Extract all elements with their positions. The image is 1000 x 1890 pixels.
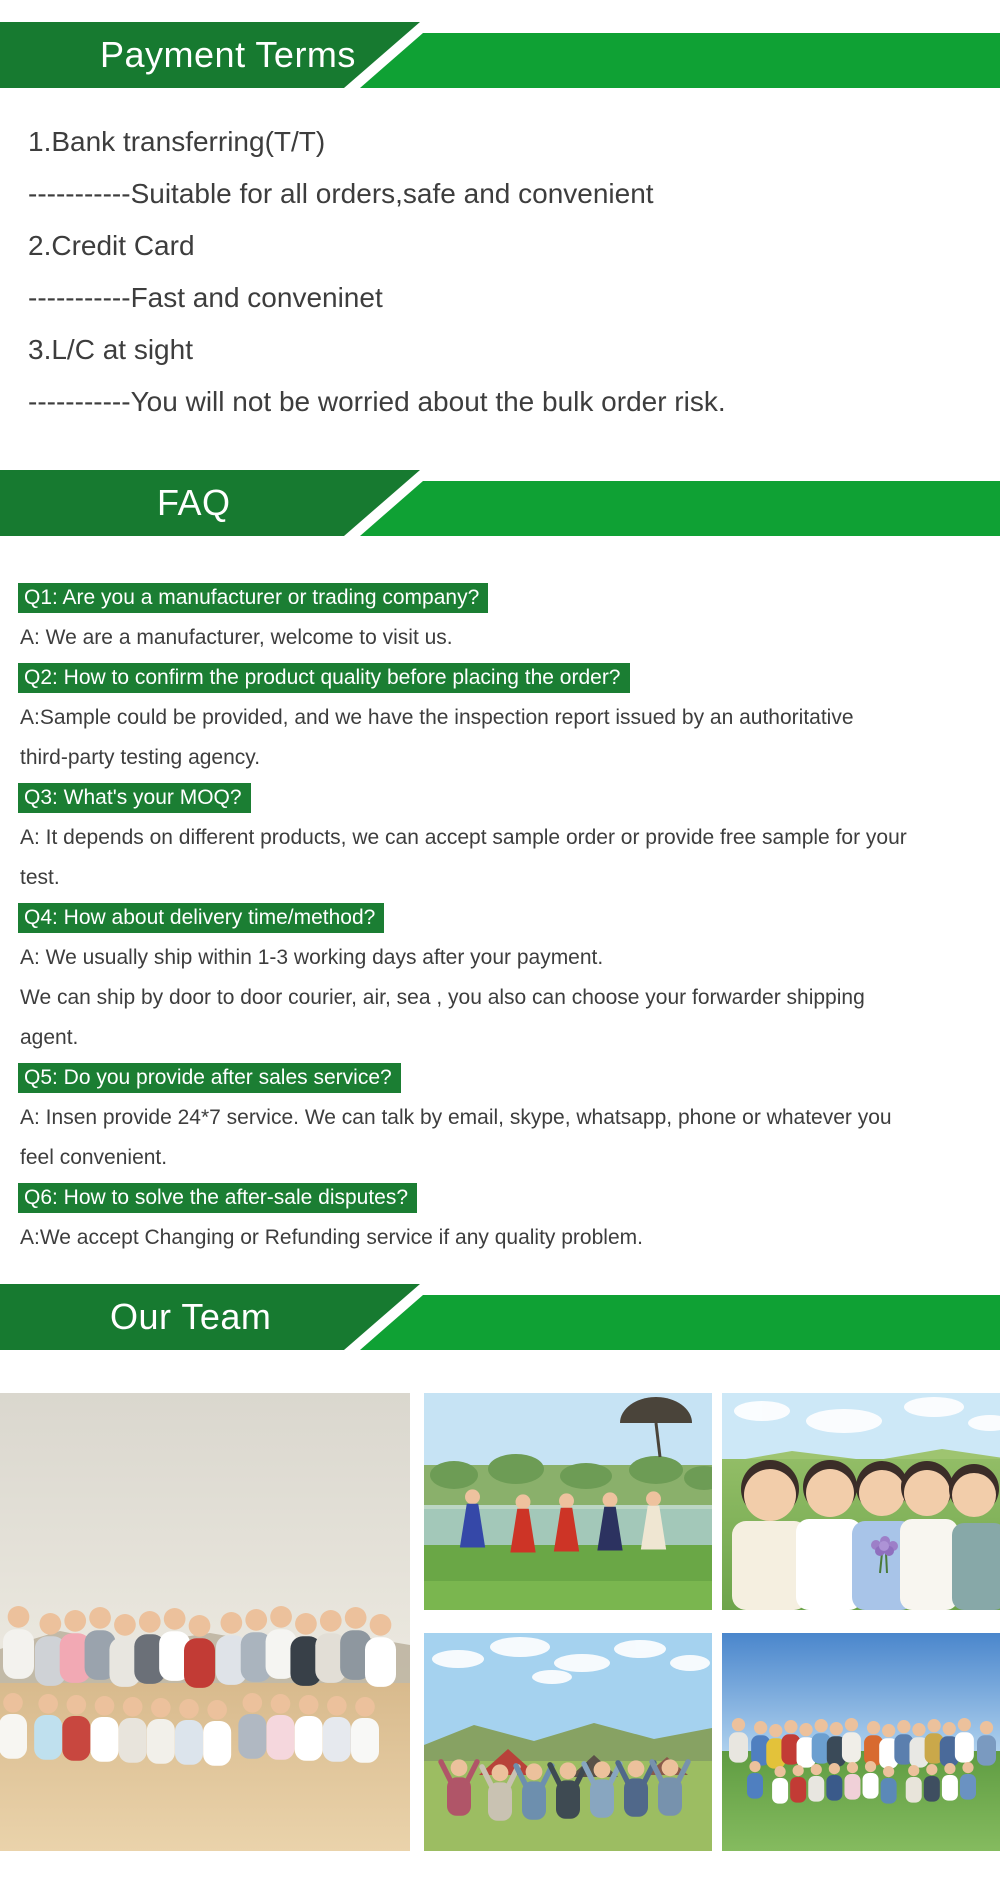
payment-line: 2.Credit Card [28,230,195,261]
payment-terms-title: Payment Terms [100,34,356,75]
payment-line: 3.L/C at sight [28,334,193,365]
faq-answer-line: third-party testing agency. [20,746,261,769]
payment-line: -----------Fast and conveninet [28,282,383,313]
faq-answer-line: test. [20,866,60,889]
faq-question [18,1178,992,1218]
faq-answer-line: A: We are a manufacturer, welcome to visit us. [20,626,453,649]
faq-question-highlight: Q6: How to solve the after-sale disputes? [18,1183,417,1213]
faq-question [18,898,992,938]
faq-list [18,578,992,1258]
team-photo-grass-group [722,1633,1000,1851]
faq-answer-line: agent. [20,1026,79,1049]
selfie-people [732,1460,1000,1610]
faq-banner [0,470,1000,536]
payment-line: -----------Suitable for all orders,safe and convenient [28,178,654,209]
our-team-title: Our Team [110,1296,272,1337]
team-photo-lakeside [424,1393,712,1610]
grass [722,1751,1000,1851]
sand-dune [0,1683,410,1851]
faq-answer-line: A:Sample could be provided, and we have the inspection report issued by an authoritative [20,706,854,729]
payment-terms-banner [0,22,1000,88]
faq-question [18,778,992,818]
faq-question-highlight: Q4: How about delivery time/method? [18,903,384,933]
team-photo-grid [0,1393,1000,1851]
faq-answer-line: A:We accept Changing or Refunding service if any quality problem. [20,1226,643,1249]
faq-question-highlight: Q1: Are you a manufacturer or trading company? [18,583,488,613]
faq-answer-line: feel convenient. [20,1146,168,1169]
faq-question [18,578,992,618]
faq-question [18,658,992,698]
faq-answer-line: A: Insen provide 24*7 service. We can talk by email, skype, whatsapp, phone or whatever you [20,1106,892,1129]
team-photo-selfie [722,1393,1000,1610]
faq-answer-line: We can ship by door to door courier, air, sea , you also can choose your forwarder shipping [20,986,865,1009]
faq-answer-line: A: We usually ship within 1-3 working days after your payment. [20,946,604,969]
our-team-banner [0,1284,1000,1350]
team-photo-desert-group [0,1393,410,1851]
faq-answer-line: A: It depends on different products, we can accept sample order or provide free sample for your [20,826,907,849]
team-photo-campsite-cheer [424,1633,712,1851]
faq-question-highlight: Q2: How to confirm the product quality before placing the order? [18,663,630,693]
payment-line: -----------You will not be worried about the bulk order risk. [28,386,726,417]
faq-question-highlight: Q3: What's your MOQ? [18,783,251,813]
payment-terms-list [28,116,990,428]
faq-title: FAQ [157,482,231,523]
faq-question [18,1058,992,1098]
faq-question-highlight: Q5: Do you provide after sales service? [18,1063,401,1093]
payment-line: 1.Bank transferring(T/T) [28,126,326,157]
